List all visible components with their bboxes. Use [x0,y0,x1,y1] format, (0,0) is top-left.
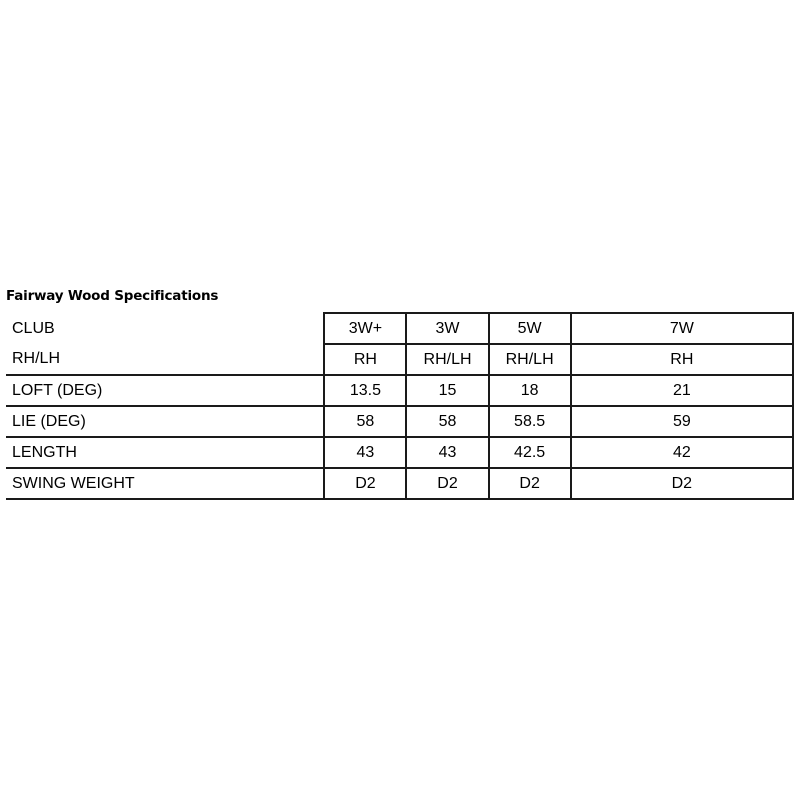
table-cell: 42.5 [489,437,571,468]
table-cell: 43 [406,437,488,468]
table-cell: D2 [489,468,571,499]
table-cell: D2 [324,468,406,499]
table-row [6,468,793,499]
table-cell: 3W [406,313,488,344]
row-label: LIE (DEG) [6,406,324,437]
table-cell: RH/LH [489,344,571,375]
table-row [6,375,793,406]
table-cell: 59 [571,406,793,437]
table-cell: RH [571,344,793,375]
table-row [6,313,793,344]
table-cell: 5W [489,313,571,344]
table-row [6,437,793,468]
row-label: SWING WEIGHT [6,468,324,499]
table-row [6,406,793,437]
table-cell: 58 [406,406,488,437]
row-label: CLUB [12,319,55,337]
table-cell: 13.5 [324,375,406,406]
table-cell: D2 [406,468,488,499]
table-cell: 58 [324,406,406,437]
row-label: LENGTH [6,437,324,468]
table-cell: 15 [406,375,488,406]
table-row [6,344,793,375]
table-cell: 58.5 [489,406,571,437]
table-cell: RH [324,344,406,375]
table-cell: 42 [571,437,793,468]
page-title: Fairway Wood Specifications [6,288,219,304]
table-cell: 21 [571,375,793,406]
table-cell: RH/LH [406,344,488,375]
table-cell: 3W+ [324,313,406,344]
table-cell: 18 [489,375,571,406]
table-cell: 43 [324,437,406,468]
table-cell: D2 [571,468,793,499]
table-cell: 7W [571,313,793,344]
row-label: LOFT (DEG) [6,375,324,406]
fairway-wood-spec-table [6,312,794,500]
row-label: RH/LH [6,344,324,375]
